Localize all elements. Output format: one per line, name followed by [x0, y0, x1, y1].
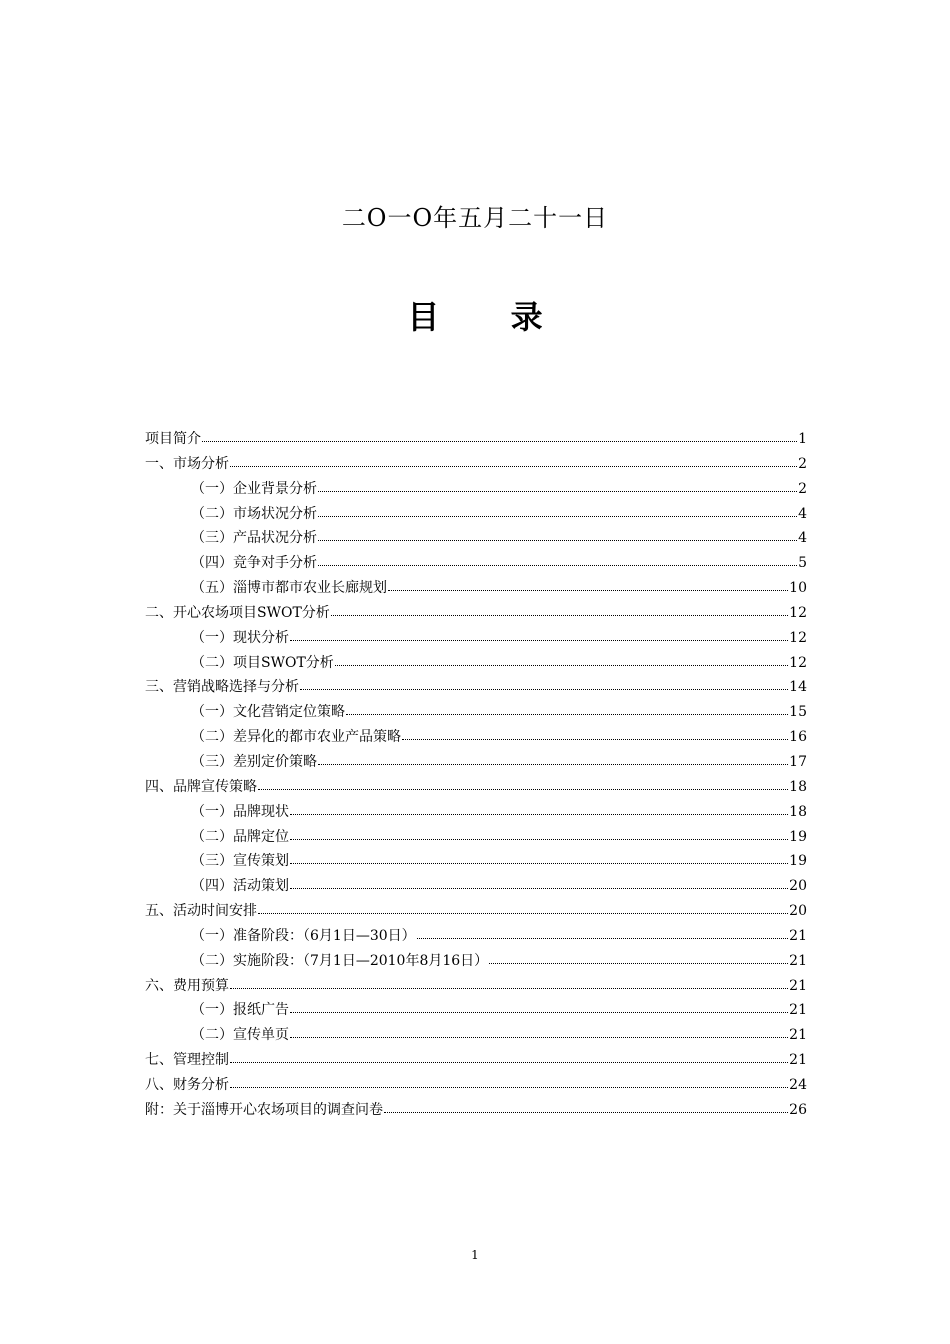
toc-entry-label: （五）淄博市都市农业长廊规划: [191, 580, 387, 597]
toc-dot-leader: [290, 851, 788, 865]
toc-entry-label: （二）宣传单页: [191, 1027, 289, 1044]
toc-dot-leader: [402, 727, 788, 741]
toc-entry-label: 项目简介: [145, 431, 201, 447]
toc-entry-label: （四）活动策划: [191, 878, 289, 895]
toc-dot-leader: [346, 702, 788, 716]
toc-entry-page: 21: [789, 977, 807, 994]
toc-entry-page: 12: [789, 629, 807, 646]
toc-dot-leader: [258, 777, 788, 791]
toc-entry-page: 2: [798, 455, 807, 472]
toc-dot-leader: [489, 951, 788, 965]
toc-entry-label: （四）竞争对手分析: [191, 555, 317, 572]
toc-entry-label: （三）差别定价策略: [191, 753, 317, 770]
toc-entry-page: 19: [789, 828, 807, 845]
toc-entry-page: 18: [789, 803, 807, 820]
toc-entry-label: （一）现状分析: [191, 629, 289, 646]
toc-entry[interactable]: [145, 1023, 807, 1048]
toc-entry-page: 17: [789, 753, 807, 770]
toc-entry[interactable]: [145, 899, 807, 924]
toc-entry-page: 4: [798, 505, 807, 522]
toc-dot-leader: [384, 1100, 788, 1114]
toc-entry[interactable]: [145, 651, 807, 676]
toc-entry[interactable]: [145, 775, 807, 800]
toc-entry[interactable]: [145, 427, 807, 452]
toc-entry-page: 16: [789, 729, 807, 746]
toc-entry-page: 15: [789, 704, 807, 721]
toc-entry-label: 二、开心农场项目SWOT分析: [145, 604, 330, 621]
toc-dot-leader: [417, 926, 789, 940]
toc-entry-page: 12: [789, 604, 807, 621]
toc-entry-page: 1: [798, 431, 807, 447]
toc-entry-page: 2: [798, 480, 807, 497]
toc-dot-leader: [230, 976, 788, 990]
toc-entry[interactable]: [145, 1048, 807, 1073]
toc-entry-page: 4: [798, 530, 807, 547]
toc-entry-label: （一）报纸广告: [191, 1002, 289, 1019]
toc-entry-page: 19: [789, 853, 807, 870]
toc-dot-leader: [388, 578, 788, 592]
toc-entry[interactable]: [145, 551, 807, 576]
toc-entry[interactable]: [145, 924, 807, 949]
toc-entry[interactable]: [145, 576, 807, 601]
toc-entry-page: 18: [789, 778, 807, 795]
toc-dot-leader: [318, 553, 797, 567]
toc-entry[interactable]: [145, 800, 807, 825]
toc-entry-page: 20: [789, 903, 807, 920]
toc-entry-label: （一）品牌现状: [191, 803, 289, 820]
toc-title: 目 录: [407, 298, 573, 336]
toc-entry-page: 26: [789, 1101, 807, 1118]
toc-entry-page: 21: [789, 1002, 807, 1019]
toc-dot-leader: [290, 827, 788, 841]
toc-entry[interactable]: [145, 998, 807, 1023]
document-date: 二O一O年五月二十一日: [341, 204, 609, 232]
toc-entry[interactable]: [145, 477, 807, 502]
toc-entry[interactable]: [145, 949, 807, 974]
toc-entry-page: 21: [789, 1027, 807, 1044]
toc-entry[interactable]: [145, 849, 807, 874]
toc-dot-leader: [290, 802, 788, 816]
toc-entry-label: （二）实施阶段：（7月1日—2010年8月16日）: [191, 952, 489, 969]
table-of-contents: [145, 427, 807, 1123]
toc-entry-page: 21: [789, 952, 807, 969]
toc-entry[interactable]: [145, 526, 807, 551]
toc-entry-page: 12: [789, 654, 807, 671]
toc-entry-page: 5: [798, 555, 807, 572]
toc-entry-label: （二）差异化的都市农业产品策略: [191, 729, 401, 746]
toc-entry[interactable]: [145, 725, 807, 750]
toc-entry-label: （三）产品状况分析: [191, 530, 317, 547]
toc-entry[interactable]: [145, 825, 807, 850]
toc-dot-leader: [230, 1050, 788, 1064]
toc-entry-label: 六、费用预算: [145, 977, 229, 994]
toc-dot-leader: [230, 1075, 788, 1089]
toc-dot-leader: [290, 628, 788, 642]
toc-dot-leader: [335, 653, 788, 667]
toc-dot-leader: [202, 429, 797, 443]
toc-entry-label: （二）市场状况分析: [191, 505, 317, 522]
toc-entry-label: 七、管理控制: [145, 1052, 229, 1069]
toc-dot-leader: [318, 752, 788, 766]
toc-entry-label: 五、活动时间安排: [145, 903, 257, 920]
toc-entry[interactable]: [145, 1073, 807, 1098]
toc-entry[interactable]: [145, 1098, 807, 1123]
toc-entry[interactable]: [145, 626, 807, 651]
toc-entry-page: 20: [789, 878, 807, 895]
toc-dot-leader: [290, 1025, 788, 1039]
toc-entry-label: 一、市场分析: [145, 455, 229, 472]
toc-dot-leader: [258, 901, 788, 915]
toc-entry-label: （三）宣传策划: [191, 853, 289, 870]
toc-entry[interactable]: [145, 974, 807, 999]
toc-dot-leader: [290, 1000, 788, 1014]
toc-entry-label: 附：关于淄博开心农场项目的调查问卷: [145, 1101, 383, 1118]
toc-entry-label: 四、品牌宣传策略: [145, 778, 257, 795]
toc-entry-page: 21: [789, 927, 807, 944]
toc-entry-label: 三、营销战略选择与分析: [145, 679, 299, 696]
toc-entry[interactable]: [145, 502, 807, 527]
toc-dot-leader: [318, 479, 797, 493]
toc-entry-page: 14: [789, 679, 807, 696]
page-number: 1: [471, 1248, 479, 1262]
toc-entry[interactable]: [145, 750, 807, 775]
toc-dot-leader: [290, 876, 788, 890]
toc-dot-leader: [300, 677, 788, 691]
toc-entry[interactable]: [145, 700, 807, 725]
toc-dot-leader: [331, 603, 788, 617]
toc-entry-label: （二）品牌定位: [191, 828, 289, 845]
toc-dot-leader: [230, 454, 797, 468]
toc-entry[interactable]: [145, 601, 807, 626]
toc-entry-page: 21: [789, 1052, 807, 1069]
toc-entry[interactable]: [145, 675, 807, 700]
toc-entry-label: （二）项目SWOT分析: [191, 654, 334, 671]
toc-entry-label: （一）文化营销定位策略: [191, 704, 345, 721]
toc-entry-label: 八、财务分析: [145, 1076, 229, 1093]
toc-entry-page: 24: [789, 1076, 807, 1093]
toc-entry-page: 10: [789, 580, 807, 597]
toc-entry-label: （一）准备阶段：（6月1日—30日）: [191, 927, 416, 944]
toc-entry-label: （一）企业背景分析: [191, 480, 317, 497]
toc-dot-leader: [318, 504, 797, 518]
toc-dot-leader: [318, 528, 797, 542]
toc-entry[interactable]: [145, 452, 807, 477]
toc-entry[interactable]: [145, 874, 807, 899]
